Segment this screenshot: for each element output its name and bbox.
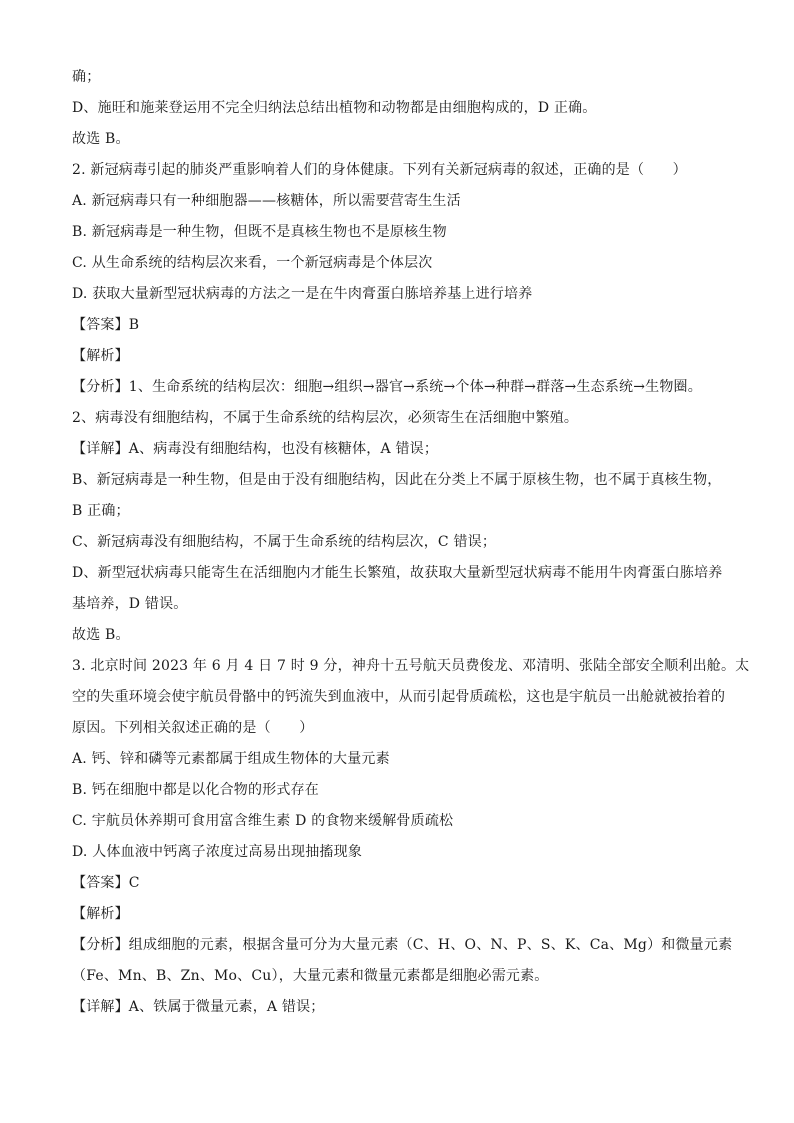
text-line: 【详解】A、病毒没有细胞结构，也没有核糖体，A 错误； <box>72 441 439 457</box>
text-line: 【分析】组成细胞的元素，根据含量可分为大量元素（C、H、O、N、P、S、K、Ca、Mg）和微量元素 <box>72 937 733 953</box>
question-stem: 3. 北京时间 2023 年 6 月 4 日 7 时 9 分，神舟十五号航天员费俊龙、邓清明、张陆全部安全顺利出舱。太 <box>72 658 750 674</box>
text-line: 基培养，D 错误。 <box>72 596 188 612</box>
option-line: C. 从生命系统的结构层次来看，一个新冠病毒是个体层次 <box>72 255 433 271</box>
analysis-heading: 【解析】 <box>72 348 129 364</box>
option-line: C. 宇航员休养期可食用富含维生素 D 的食物来缓解骨质疏松 <box>72 813 454 829</box>
text-line: 确； <box>72 69 101 85</box>
text-line: C、新冠病毒没有细胞结构，不属于生命系统的结构层次，C 错误； <box>72 534 497 550</box>
question-stem: 原因。下列相关叙述正确的是（ ） <box>72 720 314 736</box>
option-line: D. 人体血液中钙离子浓度过高易出现抽搐现象 <box>72 844 363 860</box>
option-line: A. 新冠病毒只有一种细胞器——核糖体，所以需要营寄生生活 <box>72 193 461 209</box>
analysis-heading: 【解析】 <box>72 906 129 922</box>
option-line: B. 钙在细胞中都是以化合物的形式存在 <box>72 782 319 798</box>
question-stem: 2. 新冠病毒引起的肺炎严重影响着人们的身体健康。下列有关新冠病毒的叙述，正确的是（ ） <box>72 162 687 178</box>
text-line: （Fe、Mn、B、Zn、Mo、Cu），大量元素和微量元素都是细胞必需元素。 <box>72 968 549 984</box>
option-line: A. 钙、锌和磷等元素都属于组成生物体的大量元素 <box>72 751 390 767</box>
answer-line: 【答案】C <box>72 875 140 891</box>
option-line: B. 新冠病毒是一种生物，但既不是真核生物也不是原核生物 <box>72 224 447 240</box>
text-line: 故选 B。 <box>72 131 130 147</box>
text-line: 【分析】1、生命系统的结构层次：细胞→组织→器官→系统→个体→种群→群落→生态系统→生物圈。 <box>72 379 702 395</box>
text-line: B 正确； <box>72 503 130 519</box>
question-stem: 空的失重环境会使宇航员骨骼中的钙流失到血液中，从而引起骨质疏松，这也是宇航员一出舱就被抬着的 <box>72 689 726 705</box>
document-body <box>72 62 750 1023</box>
text-line: 2、病毒没有细胞结构，不属于生命系统的结构层次，必须寄生在活细胞中繁殖。 <box>72 410 579 426</box>
text-line: 故选 B。 <box>72 627 130 643</box>
text-line: 【详解】A、铁属于微量元素，A 错误； <box>72 999 325 1015</box>
text-line: D、施旺和施莱登运用不完全归纳法总结出植物和动物都是由细胞构成的，D 正确。 <box>72 100 597 116</box>
option-line: D. 获取大量新型冠状病毒的方法之一是在牛肉膏蛋白胨培养基上进行培养 <box>72 286 533 302</box>
text-line: B、新冠病毒是一种生物，但是由于没有细胞结构，因此在分类上不属于原核生物，也不属于真核生物， <box>72 472 722 488</box>
text-line: D、新型冠状病毒只能寄生在活细胞内才能生长繁殖，故获取大量新型冠状病毒不能用牛肉膏蛋白胨培养 <box>72 565 723 581</box>
answer-line: 【答案】B <box>72 317 140 333</box>
